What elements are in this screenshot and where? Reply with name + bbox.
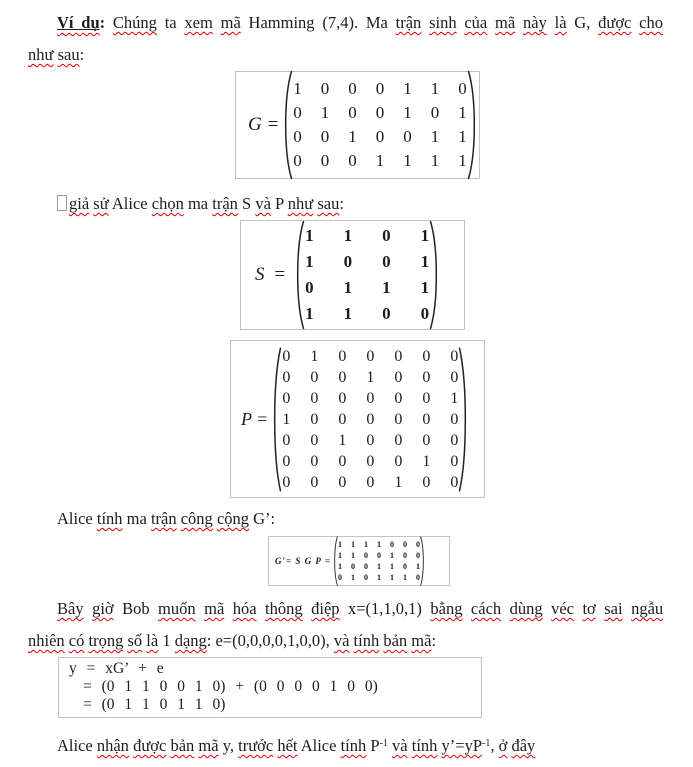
cipher-computation-box [58,657,482,718]
matrix-grid [305,220,429,330]
text-run: mã [198,736,219,755]
text-run: mã [495,13,516,32]
text-run: và [392,736,408,755]
text-run: trận [395,13,422,32]
text-run: y, [218,736,239,755]
matrix-cell: 1 [375,151,385,170]
text-run: Alice [57,509,97,528]
text-run: là [554,13,567,32]
text-run: của [464,13,488,32]
matrix-cell: 0 [293,151,302,170]
matrix-s-box [240,220,465,330]
matrix-label: P = [241,408,269,429]
matrix-cell: 0 [382,304,391,323]
matrix-cell: 1 [402,573,407,582]
left-paren [271,346,282,493]
matrix-cell: 0 [394,410,403,428]
text-run: : [79,45,85,64]
text-run [547,13,555,32]
text-run: Bob [113,599,159,618]
text-run: Chúng [112,13,157,32]
text-run [303,599,311,618]
matrix-cell: 0 [430,103,440,122]
matrix-cell: 1 [305,304,314,323]
matrix-cell: 0 [366,389,375,407]
text-run: chọn [151,194,184,213]
matrix-cell: 0 [422,389,431,407]
matrix-cell: 0 [305,278,314,297]
text-run: -1 [379,738,388,749]
matrix-cell: 0 [282,473,291,491]
text-run: trọng [88,631,124,650]
text-run: và [333,631,350,650]
matrix-cell: 0 [402,562,407,571]
matrix-cell: 0 [338,473,347,491]
text-run: sinh [429,13,457,32]
text-run: ở [498,736,508,755]
matrix-grid [338,536,420,586]
matrix-cell: 1 [320,103,330,122]
text-run [543,599,551,618]
matrix-grid [293,70,467,180]
matrix-cell: 1 [350,573,355,582]
matrix-cell: 1 [430,151,440,170]
matrix-cell: 0 [310,473,319,491]
text-run [224,599,232,618]
matrix-grid [282,346,458,493]
right-paren [467,70,478,180]
right-paren [420,536,425,586]
matrix-cell: 0 [350,562,355,571]
text-run: , [490,736,499,755]
matrix-cell: 0 [415,573,420,582]
matrix-cell: 0 [450,368,459,386]
text-run: : [99,13,113,32]
text-run [487,13,495,32]
text-run: G’: [249,509,276,528]
matrix-cell: 1 [343,304,353,323]
text-run: nhận [96,736,129,755]
matrix-cell: 0 [310,389,319,407]
paragraph-alice-chooses-sp [28,189,663,219]
text-run: trận [212,194,238,213]
equation-line: = (0 1 1 0 1 1 0) [83,696,226,713]
matrix-cell: 0 [394,431,403,449]
matrix-cell: 1 [293,79,302,98]
matrix-cell: 1 [389,562,394,571]
matrix-cell: 1 [376,540,381,549]
matrix-cell: 0 [366,410,375,428]
text-run: điệp [311,599,340,618]
text-run: nhiên [28,631,65,650]
matrix-cell: 0 [375,79,385,98]
matrix-cell: 0 [415,551,420,560]
matrix-cell: 1 [458,103,467,122]
text-run: xem [184,13,213,32]
paragraph-alice-public-matrix [28,505,663,533]
missing-glyph-box [57,195,67,211]
matrix-cell: 0 [422,473,431,491]
matrix-cell: 1 [376,573,381,582]
matrix-cell: 0 [450,473,459,491]
matrix-cell: 0 [403,127,412,146]
matrix-cell: 0 [422,410,431,428]
text-run [501,599,509,618]
text-run [631,13,639,32]
matrix-cell: 0 [338,452,347,470]
text-run: có [68,631,85,650]
text-run: trận [150,509,177,528]
matrix-cell: 0 [293,103,302,122]
text-run [596,599,604,618]
text-run: y’=yP [441,736,483,755]
text-run: Ví dụ [57,13,100,32]
matrix-cell: 1 [430,79,440,98]
paragraph-example-line1 [28,7,663,39]
matrix-cell: 1 [305,252,314,271]
matrix-cell: 0 [389,540,394,549]
text-run: là [146,631,159,650]
matrix-cell: 1 [420,226,430,245]
matrix-cell: 0 [366,431,375,449]
text-run: cho [639,13,663,32]
text-run: sai [604,599,623,618]
text-run: G, [566,13,599,32]
text-run: được [133,736,167,755]
right-paren [458,346,469,493]
matrix-cell: 1 [458,127,467,146]
matrix-label: G = [248,114,280,135]
matrix-cell: 0 [366,347,375,365]
matrix-label: S = [255,264,289,285]
matrix-cell: 1 [348,127,357,146]
matrix-cell: 0 [402,540,407,549]
text-run [462,599,470,618]
text-run: bằng [430,599,463,618]
matrix-cell: 0 [450,410,459,428]
text-run: P [366,736,380,755]
matrix-cell: 0 [310,431,319,449]
text-run: mã [411,631,432,650]
text-run [421,13,429,32]
text-run: ma [122,509,151,528]
matrix-cell: 0 [394,389,403,407]
matrix-cell: 0 [282,431,291,449]
text-run: cộng [216,509,250,528]
text-run [515,13,523,32]
matrix-cell: 0 [310,410,319,428]
matrix-cell: 0 [394,347,403,365]
matrix-cell: 0 [282,452,291,470]
matrix-cell: 0 [338,410,347,428]
matrix-cell: 1 [366,368,375,386]
matrix-cell: 0 [310,368,319,386]
text-run: Hamming (7,4). Ma [240,13,396,32]
matrix-cell: 0 [338,389,347,407]
text-run: tính [340,736,367,755]
matrix-cell: 1 [337,540,342,549]
text-run: cách [470,599,502,618]
text-run: : e=(0,0,0,0,1,0,0), [206,631,334,650]
matrix-cell: 1 [343,226,353,245]
text-run: này [523,13,547,32]
matrix-cell: 0 [320,151,330,170]
text-run: như [28,45,54,64]
right-paren [429,220,440,330]
matrix-cell: 1 [305,226,314,245]
text-run [213,13,221,32]
matrix-cell: 0 [338,368,347,386]
text-run [196,599,204,618]
matrix-cell: 1 [337,551,342,560]
text-run: giả [69,194,90,213]
matrix-cell: 0 [382,226,391,245]
text-run: giờ [92,599,114,618]
text-run: và [255,194,271,213]
matrix-gprime-box [268,536,450,586]
matrix-cell: 0 [282,347,291,365]
text-run: S [237,194,256,213]
text-run: sau [57,45,80,64]
matrix-cell: 0 [415,540,420,549]
text-run: 1 [158,631,175,650]
matrix-cell: 1 [403,103,412,122]
left-paren [282,70,293,180]
text-run: ta [156,13,185,32]
matrix-cell: 1 [337,562,342,571]
matrix-cell: 1 [420,278,430,297]
text-run: số [127,631,143,650]
text-run: công [180,509,213,528]
matrix [241,346,469,493]
matrix-cell: 0 [450,347,459,365]
matrix-cell: 1 [389,573,394,582]
matrix-cell: 0 [366,452,375,470]
text-run: muốn [158,599,196,618]
text-run: tơ [582,599,596,618]
text-run: Alice [108,194,152,213]
text-run: thông [265,599,303,618]
matrix-cell: 1 [343,278,353,297]
matrix-cell: 0 [348,151,357,170]
matrix-cell: 1 [403,79,412,98]
matrix-cell: 1 [363,540,368,549]
text-run: x=(1,1,0,1) [339,599,431,618]
matrix-cell: 1 [350,551,355,560]
matrix-cell: 1 [389,551,394,560]
text-run: tính [411,736,438,755]
matrix-cell: 1 [430,127,440,146]
text-run: : [431,631,437,650]
text-run: -1 [482,738,491,749]
left-paren [294,220,305,330]
matrix [255,220,440,330]
text-run: sau [317,194,340,213]
matrix-cell: 0 [422,347,431,365]
matrix-cell: 0 [337,573,342,582]
text-run [257,599,265,618]
matrix-cell: 0 [450,452,459,470]
text-run: dùng [509,599,543,618]
text-run [84,599,92,618]
text-run: Alice [57,736,97,755]
text-run: sử [93,194,109,213]
matrix-cell: 0 [343,252,353,271]
matrix-cell: 0 [282,389,291,407]
text-run: trước [238,736,274,755]
matrix-cell: 0 [363,551,368,560]
text-run: mã [220,13,241,32]
equation-line: y = xG’ + e [69,660,164,677]
text-run: bản [383,631,408,650]
matrix-cell: 1 [422,452,431,470]
matrix-cell: 0 [338,347,347,365]
text-run: Bây [57,599,84,618]
matrix-cell: 0 [382,252,391,271]
equation-line: = (0 1 1 0 0 1 0) + (0 0 0 0 1 0 0) [83,678,378,695]
matrix-cell: 0 [366,473,375,491]
text-run: Alice [297,736,341,755]
matrix-cell: 0 [320,79,330,98]
matrix-label: G′= S G P = [275,556,331,566]
matrix-cell: 0 [422,431,431,449]
text-run: : [339,194,344,213]
text-run: véc [551,599,574,618]
text-run: ngẫu [631,599,664,618]
paragraph-bob-encode-line1 [28,593,663,625]
matrix-cell: 0 [282,368,291,386]
text-run: như [287,194,314,213]
matrix-cell: 0 [394,452,403,470]
matrix-cell: 1 [338,431,347,449]
matrix-cell: 1 [394,473,403,491]
matrix-cell: 1 [458,151,467,170]
matrix [248,70,478,180]
matrix-cell: 0 [422,368,431,386]
text-run: ma [183,194,213,213]
text-run: P [270,194,288,213]
matrix-cell: 0 [293,127,302,146]
text-run: dạng [174,631,207,650]
matrix-cell: 0 [375,103,385,122]
matrix [275,536,425,586]
matrix-cell: 0 [450,431,459,449]
paragraph-alice-decrypt [28,731,663,761]
matrix-cell: 0 [376,551,381,560]
text-run: tính [353,631,380,650]
text-run [623,599,631,618]
paragraph-example-line2 [28,39,663,71]
matrix-cell: 0 [402,551,407,560]
matrix-cell: 0 [348,103,357,122]
matrix-cell: 1 [415,562,420,571]
matrix-cell: 1 [282,410,291,428]
matrix-cell: 1 [382,278,391,297]
matrix-cell: 1 [376,562,381,571]
matrix-cell: 0 [394,368,403,386]
matrix-cell: 1 [450,389,459,407]
text-run: đây [511,736,536,755]
matrix-cell: 0 [375,127,385,146]
paragraph-bob-encode-line2 [28,625,663,657]
text-run: tính [96,509,123,528]
matrix-cell: 0 [348,79,357,98]
matrix-cell: 0 [320,127,330,146]
text-run: được [598,13,632,32]
matrix-cell: 0 [363,573,368,582]
text-run: mã [204,599,225,618]
matrix-cell: 1 [403,151,412,170]
matrix-cell: 1 [420,252,430,271]
matrix-cell: 0 [310,452,319,470]
matrix-cell: 0 [420,304,430,323]
text-run: hết [277,736,298,755]
text-run: bản [170,736,195,755]
matrix-cell: 1 [350,540,355,549]
matrix-p-box [230,340,485,498]
matrix-cell: 0 [458,79,467,98]
matrix-cell: 1 [310,347,319,365]
matrix-cell: 0 [363,562,368,571]
text-run: hóa [232,599,257,618]
matrix-g-box [235,71,480,179]
